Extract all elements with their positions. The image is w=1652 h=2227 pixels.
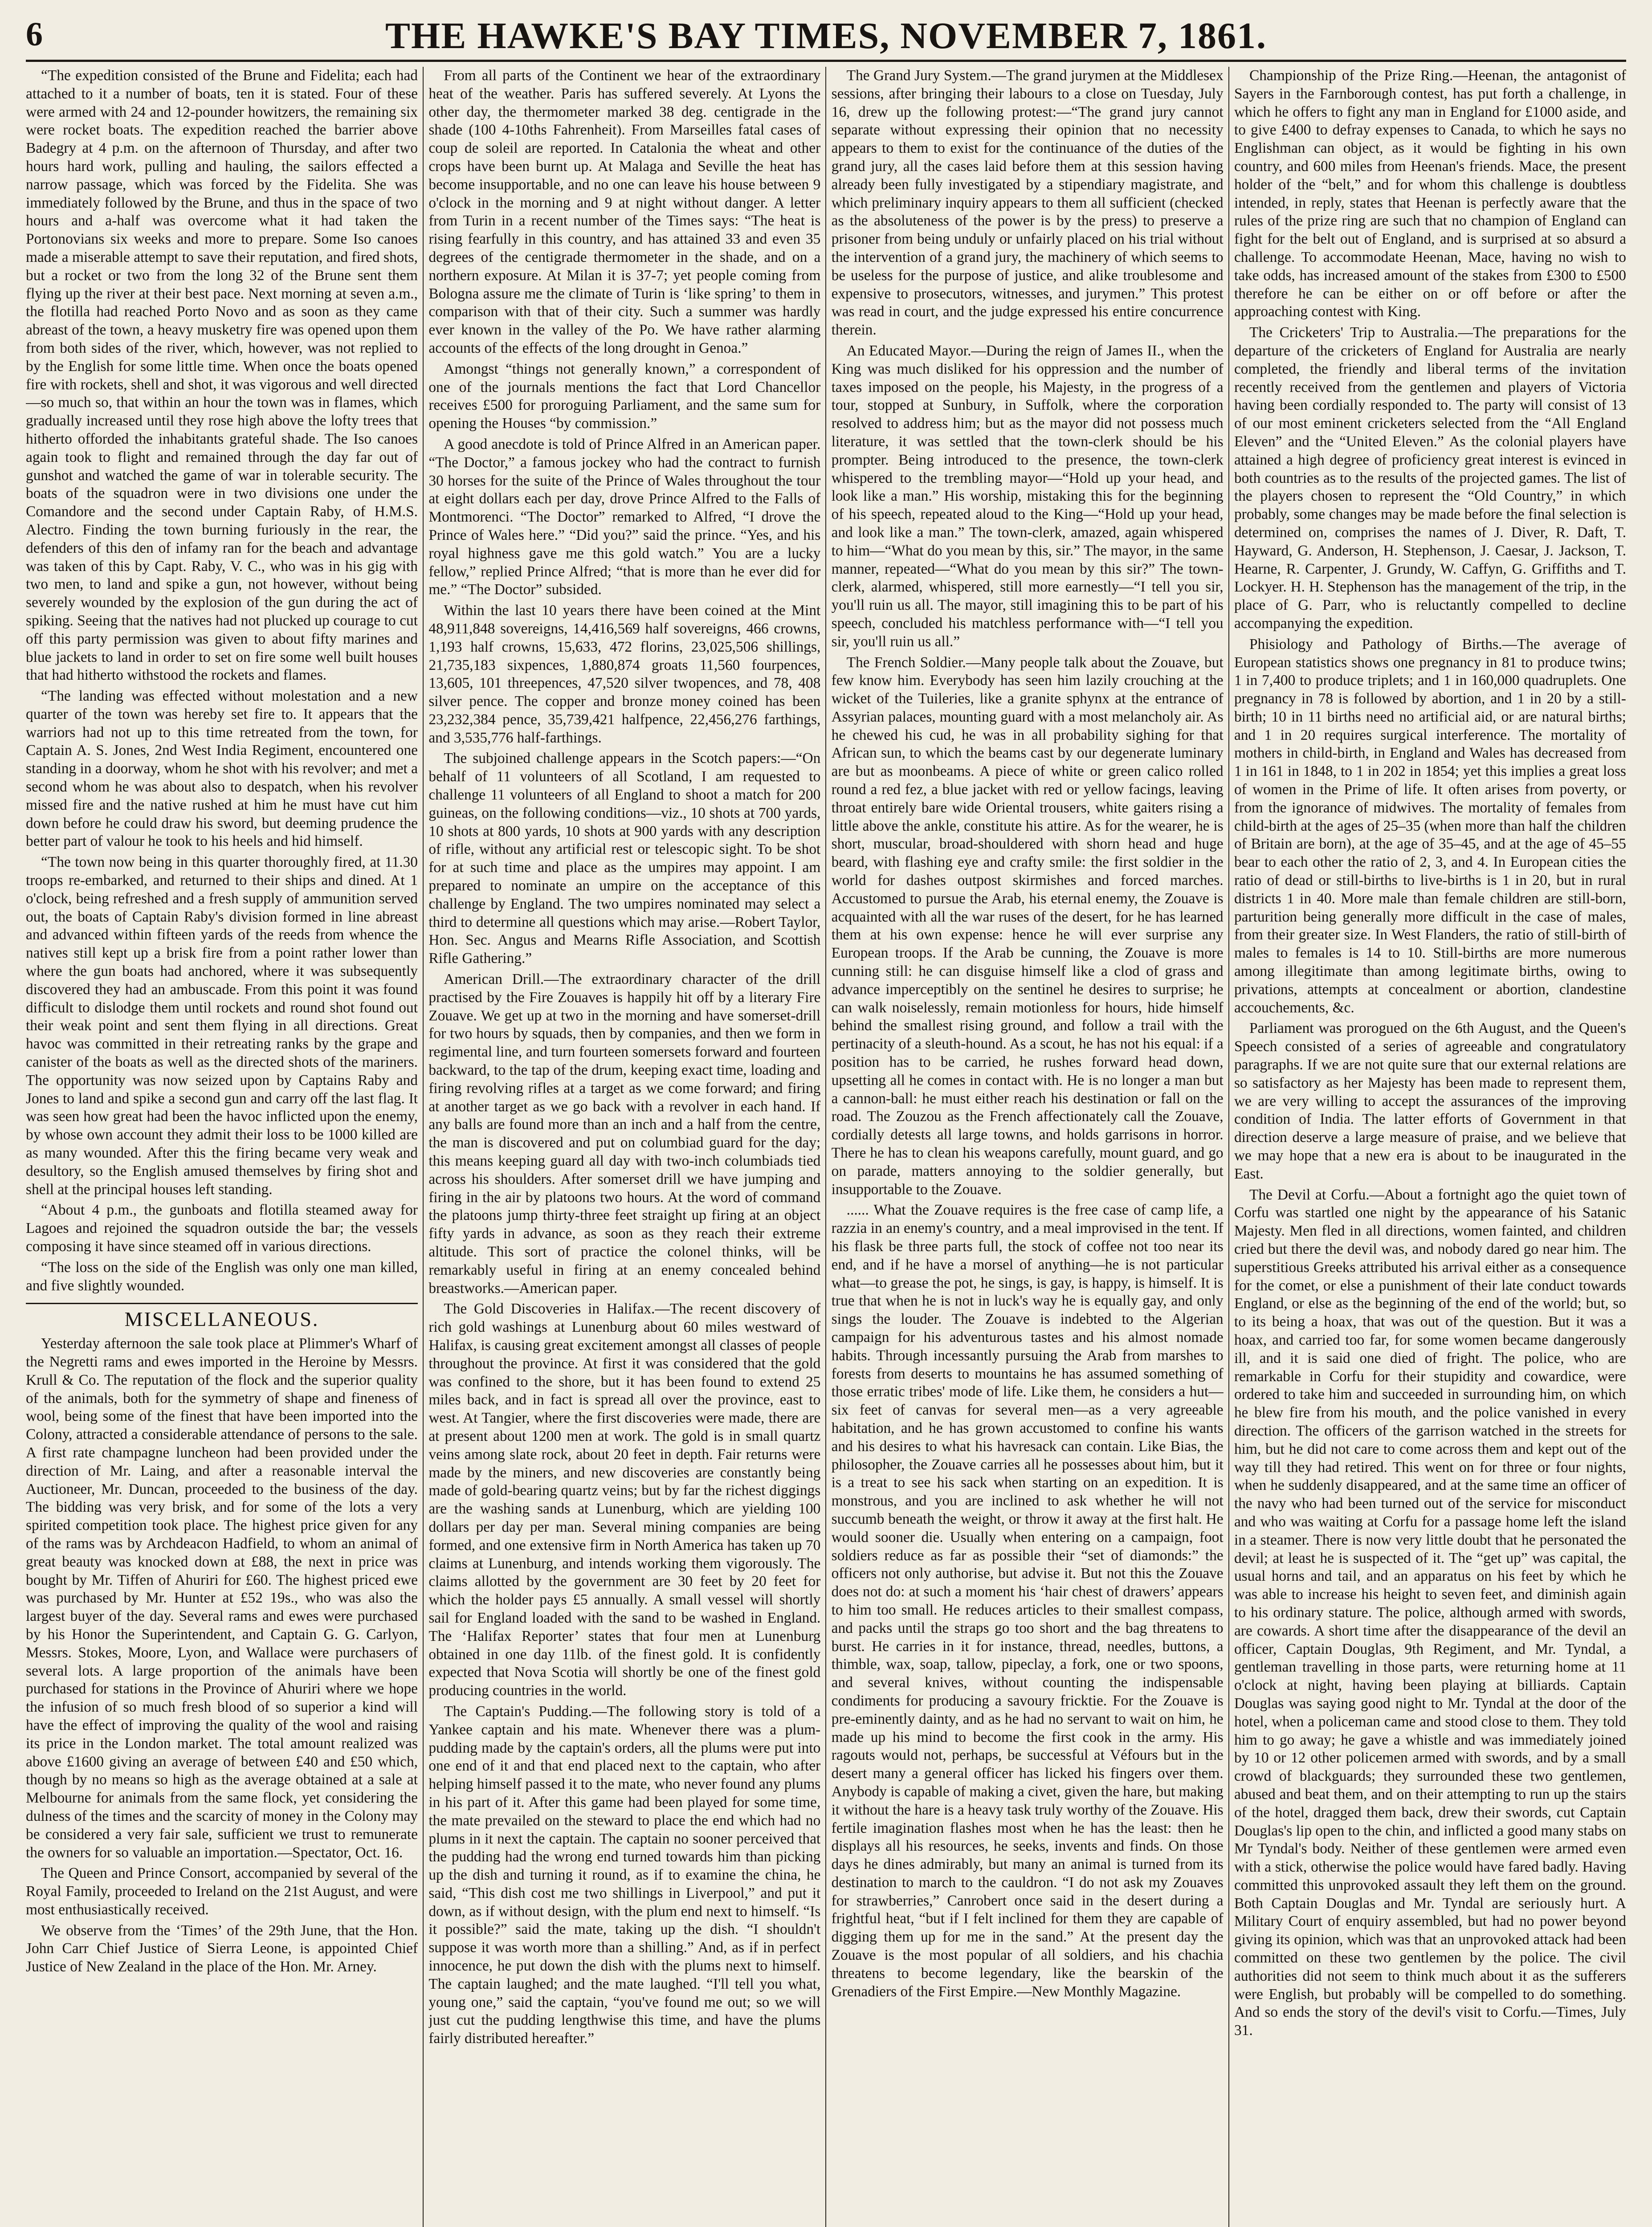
article-paragraph: American Drill.—The extraordinary character of the drill practised by the Fire Zouaves is happily hit off by a literary Fire Zouave. We get up at two in the morning and have somerset-drill for two hours by squads, then by companies, and then we form in regimental line, and turn fourteen somersets forward and fourteen backward, to the tap of the drum, keeping exact time, loading and firing revolving rifles at a target as we come forward; and firing at another target as we go back with a revolver in each hand. If any balls are found more than an inch and a half from the centre, the man is discovered and put on columbiad guard for the day; this means keeping guard all day with two-inch columbiads tied across his shoulders. After somerset drill we have jumping and firing in the air by platoons two hours. At the word of command the platoons jump thirty-three feet straight up firing at an object fifty yards in advance, as soon as they reach their extreme altitude. This sort of practice the colonel thinks, will be remarkably useful in firing at an enemy concealed behind breastworks.—American paper.	[428, 971, 821, 1297]
article-paragraph: Yesterday afternoon the sale took place at Plimmer's Wharf of the Negretti rams and ewes imported in the Heroine by Messrs. Krull & Co. The reputation of the flock and the superior quality of the animals, both for the symmetry of shape and fineness of wool, being some of the finest that have been imported into the Colony, attracted a considerable attendance of persons to the sale. A first rate champagne luncheon had been provided under the direction of Mr. Laing, and after a reasonable interval the Auctioneer, Mr. Duncan, proceeded to the business of the day. The bidding was very brisk, and for some of the lots a very spirited competition took place. The highest price given for any of the rams was by Archdeacon Hadfield, to whom an animal of great beauty was knocked down at £88, the next in price was bought by Mr. Tiffen of Ahuriri for £60. The highest priced ewe was purchased by Mr. Hunter at £52 19s., who was also the largest buyer of the day. Several rams and ewes were purchased by his Honor the Superintendent, and Captain G. G. Carlyon, Messrs. Stokes, Moore, Lyon, and Wallace were purchasers of several lots. A large proportion of the animals have been purchased for stations in the Province of Ahuriri where we hope the infusion of so much fresh blood of so superior a kind will have the effect of improving the quality of the wool and raising its price in the London market. The total amount realized was above £1600 giving an average of between £40 and £50 which, though by no means so high as the average obtained at a sale at Melbourne for animals from the same flock, yet considering the dulness of the times and the scarcity of money in the Colony may be considered a very fair sale, sufficient we trust to remunerate the owners for so valuable an importation.—Spectator, Oct. 16.	[26, 1335, 418, 1861]
article-paragraph: “About 4 p.m., the gunboats and flotilla steamed away for Lagoes and rejoined the squadron outside the bar; the vessels composing it have since steamed off in various directions.	[26, 1202, 418, 1255]
article-paragraph: The Grand Jury System.—The grand jurymen at the Middlesex sessions, after bringing their labours to a close on Tuesday, July 16, drew up the following protest:—“The grand jury cannot separate without expressing their opinion that no necessity appears to them to exist for the continuance of the duties of the grand jury, all the cases laid before them at this session having already been fully investigated by a stipendiary magistrate, and which preliminary inquiry appears to them all sufficient (checked as the absoluteness of the power is by the press) to preserve a prisoner from being unduly or unfairly placed on his trial without the intervention of a grand jury, the machinery of which seems to be useless for the purpose of justice, and alike troublesome and expensive to prosecutors, witnesses, and jurymen.” This protest was read in court, and the judge expressed his entire concurrence therein.	[831, 67, 1224, 339]
article-paragraph: The Queen and Prince Consort, accompanied by several of the Royal Family, proceeded to Ireland on the 21st August, and were most enthusiastically received.	[26, 1865, 418, 1918]
article-paragraph: The French Soldier.—Many people talk about the Zouave, but few know him. Everybody has seen him lazily crouching at the wicket of the Tuileries, like a granite sphynx at the entrance of Assyrian palaces, mounting guard with a most melancholy air. As he chewed his cud, he was in all probability sighing for that African sun, to which the beams cast by our degenerate luminary are but as moonbeams. A piece of white or green calico rolled round a red fez, a blue jacket with red or yellow facings, leaving throat entirely bare wide Oriental trousers, white gaiters rising a little above the ankle, constitute his attire. As for the wearer, he is short, muscular, broad-shouldered with shorn head and huge beard, with flashing eye and crafty smile: the first soldier in the world for dashes outpost skirmishes and forced marches. Accustomed to pursue the Arab, his eternal enemy, the Zouave is acquainted with all the war ruses of the desert, for he has learned them at his own expense: hence he will ever surprise any European troops. If the Arab be cunning, the Zouave is more cunning still: he can disguise himself like a clod of grass and advance imperceptibly on the sentinel he desires to surprise; he can walk noiselessly, remain motionless for hours, hide himself behind the smallest rising ground, and follow a trail with the pertinacity of a sleuth-hound. As a scout, he has not his equal: if a position has to be carried, he rushes forward head down, upsetting all he comes in contact with. He is no longer a man but a cannon-ball: he must either reach his destination or fall on the road. The Zouzou as the French affectionately call the Zouave, cordially detests all large towns, and holds garrisons in horror. There he has to clean his weapons carefully, mount guard, and go on parade, matters annoying to the soldier generally, but insupportable to the Zouave.	[831, 654, 1224, 1198]
page-number: 6	[26, 16, 43, 53]
article-paragraph: ...... What the Zouave requires is the free case of camp life, a razzia in an enemy's country, and a meal improvised in the tent. If his flask be three parts full, the stock of coffee not too near its end, and if he have a morsel of anything—he is not particular what—to grease the pot, he sings, is gay, is happy, is himself. It is true that when he is not in luck's way he is equally gay, and only sings the louder. The Zouave is indebted to the Algerian campaign for his adventurous tastes and his almost nomade habits. Through incessantly pursuing the Arab from marshes to forests from deserts to mountains he has assumed something of those erratic tribes' mode of life. Like them, he considers a hut—six feet of canvas for several men—as a very agreeable habitation, and he has grown accustomed to confine his wants and his desires to what his havresack can contain. Like Bias, the philosopher, the Zouave carries all he possesses about him, but it is a treat to see his sack when starting on an expedition. It is monstrous, and you are inclined to ask whether he will not succumb beneath the weight, or throw it away at the first halt. He would sooner die. Usually when entering on a campaign, foot soldiers reduce as far as possible their “set of diamonds:” the officers not only authorise, but advise it. But not this the Zouave does not do: at such a moment his ‘hair chest of drawers’ appears to him too small. He reduces articles to their smallest compass, and packs until the straps go too short and the bag threatens to burst. He carries in it for instance, thread, needles, buttons, a thimble, wax, soap, tallow, pipeclay, a fork, one or two spoons, and several knives, without counting the indispensable condiments for producing a savoury fricktie. For the Zouave is pre-eminently dainty, and as he had no servant to wait on him, he made up his mind to become the first cook in the army. His ragouts would not, perhaps, be successful at Véfours but in the desert many a general officer has licked his fingers over them. Anybody is capable of making a civet, given the hare, but making it without the hare is a heavy task truly worthy of the Zouave. His fertile imagination flashes most when he has the least: then he displays all his resources, he seeks, invents and finds. On those days he dines admirably, but many an animal is turned from its destination to march to the cauldron. “I do not ask my Zouaves for strawberries,” Canrobert once said in the desert during a frightful heat, “but if I felt inclined for them they are capable of digging them up for me in the sand.” At the present day the Zouave is the most popular of all soldiers, and his chachia threatens to become legendary, like the bearskin of the Grenadiers of the First Empire.—New Monthly Magazine.	[831, 1202, 1224, 2000]
article-paragraph: “The landing was effected without molestation and a new quarter of the town was hereby set fire to. It appears that the warriors had not up to this time retreated from the town, for Captain A. S. Jones, 2nd West India Regiment, encountered one standing in a doorway, whom he shot with his revolver; and met a second whom he was about also to despatch, when his revolver missed fire and the native rushed at him he must have cut him down before he could draw his sword, but deeming prudence the better part of valour he took to his heels and hid himself.	[26, 688, 418, 850]
article-paragraph: Within the last 10 years there have been coined at the Mint 48,911,848 sovereigns, 14,416,569 half sovereigns, 466 crowns, 1,193 half crowns, 15,633, 472 florins, 23,025,506 shillings, 21,735,183 sixpences, 1,880,874 groats 11,560 fourpences, 13,605, 101 threepences, 47,520 silver twopences, and 78, 408 silver pence. The copper and bronze money coined has been 23,232,384 pence, 35,739,421 halfpence, 22,456,276 farthings, and 3,535,776 half-farthings.	[428, 602, 821, 746]
article-paragraph: A good anecdote is told of Prince Alfred in an American paper. “The Doctor,” a famous jockey who had the contract to furnish 30 horses for the suite of the Prince of Wales throughout the tour at eight dollars each per day, drove Prince Alfred to the Falls of Montmorenci. “The Doctor” remarked to Alfred, “I drove the Prince of Wales here.” “Did you?” said the prince. “Yes, and his royal highness gave me this gold watch.” You are a lucky fellow,” replied Prince Alfred; “that is more than he ever did for me.” “The Doctor” subsided.	[428, 436, 821, 598]
section-heading: MISCELLANEOUS.	[26, 1303, 418, 1329]
article-paragraph: Phisiology and Pathology of Births.—The average of European statistics shows one pregnancy in 81 to produce twins; 1 in 7,400 to produce triplets; and 1 in 160,000 quadruplets. One pregnancy in 78 is followed by abortion, and 1 in 20 by a still-birth; 10 in 11 births need no artificial aid, or are natural births; and 1 in 20 requires surgical interference. The mortality of mothers in child-birth, in England and Wales has decreased from 1 in 161 in 1848, to 1 in 202 in 1854; yet this implies a great loss of women in the Prime of life. It often arises from poverty, or from the ignorance of midwives. The mortality of females from child-birth at the ages of 25–35 (when more than half the children of Britain are born), at the age of 35–45, and at the age of 45–55 bear to each other the ratio of 2, 3, and 4. In European cities the ratio of dead or still-births to live-births is 1 in 20, but in rural districts 1 in 40. More male than female children are still-born, parturition being generally more difficult in the case of males, from their greater size. In West Flanders, the ratio of still-birth of males to females is 14 to 10. Still-births are more numerous among illegitimate than among legitimate births, owing to privations, attempts at concealment or abortion, clandestine accouchements, &c.	[1234, 636, 1626, 1016]
article-paragraph: “The loss on the side of the English was only one man killed, and five slightly wounded.	[26, 1259, 418, 1294]
column-1	[26, 67, 418, 2227]
article-paragraph: “The expedition consisted of the Brune and Fidelita; each had attached to it a number of boats, ten it is stated. Four of these were armed with 24 and 12-pounder howitzers, the remaining six were rocket boats. The expedition reached the barrier above Badegry at 4 p.m. on the afternoon of Thursday, and after two hours hard work, pulling and hauling, the sailors effected a narrow passage, which was forced by the Fidelita. She was immediately followed by the Brune, and thus in the space of two hours and a-half was overcome what it had taken the Portonovians six weeks and more to prepare. Some Iso canoes made a miserable attempt to save their reputation, and fired shots, but a rocket or two from the long 32 of the Brune sent them flying up the river at their best pace. Next morning at seven a.m., the flotilla had reached Porto Novo and as soon as they came abreast of the town, a heavy musketry fire was opened upon them from both sides of the river, which, however, was not replied to by the English for some little time. When once the boats opened fire with rockets, shell and shot, it was vigorous and well directed—so much so, that within an hour the town was in flames, which gradually increased until they rose high above the lofty trees that hitherto offorded the inhabitants grateful shade. The Iso canoes again took to flight and remained through the day far out of gunshot and watched the game of war in tolerable security. The boats of the squadron were in two divisions one under the Comandore and the second under Captain Raby, of H.M.S. Alectro. Finding the town burning furiously in the rear, the defenders of this den of infamy ran for the beach and advantage was taken of this by Capt. Raby, V. C., who was in his gig with two men, to land and spike a gun, not however, without being severely wounded by the explosion of the gun during the act of spiking. Seeing that the natives had not plucked up courage to cut off this party permission was given to about fifty marines and blue jackets to land in order to set on fire some well built houses that had hitherto withstood the rockets and flames.	[26, 67, 418, 684]
article-paragraph: Parliament was prorogued on the 6th August, and the Queen's Speech consisted of a series of agreeable and congratulatory paragraphs. If we are not quite sure that our external relations are so satisfactory as her Majesty has been made to represent them, we are very willing to accept the assurances of the improving condition of India. The latter efforts of Government in that direction deserve a large measure of praise, and we believe that we may hope that a new era is about to be inaugurated in the East.	[1234, 1020, 1626, 1182]
article-paragraph: The Gold Discoveries in Halifax.—The recent discovery of rich gold washings at Lunenburg about 60 miles westward of Halifax, is causing great excitement amongst all classes of people throughout the province. At first it was considered that the gold was confined to the shore, but it has been found to extend 25 miles back, and in fact is spread all over the province, east to west. At Tangier, where the first discoveries were made, there are at present about 1200 men at work. The gold is in small quartz veins among slate rock, about 20 feet in depth. Fair returns were made by the miners, and new discoveries are constantly being made of gold-bearing quartz veins; but by far the richest diggings are the washing sands at Lunenburg, which are yielding 100 dollars per day per man. Several mining companies are being formed, and one extensive firm in North America has taken up 70 claims at Lunenburg, and intends working them vigorously. The claims allotted by the government are 30 feet by 20 feet for which the holder pays £5 annually. A small vessel will shortly sail for England loaded with the sand to be washed in England. The ‘Halifax Reporter’ states that four men at Lunenburg obtained in one day 11lb. of the finest gold. It is confidently expected that Nova Scotia will shortly be one of the finest gold producing countries in the world.	[428, 1301, 821, 1699]
masthead	[26, 13, 1626, 62]
article-paragraph: The subjoined challenge appears in the Scotch papers:—“On behalf of 11 volunteers of all Scotland, I am requested to challenge 11 volunteers of all England to shoot a match for 200 guineas, on the following conditions—viz., 10 shots at 700 yards, 10 shots at 800 yards, 10 shots at 900 yards with any description of rifle, without any artificial rest or telescopic sight. To be shot for at such time and place as the umpires may appoint. I am prepared to nominate an umpire on the acceptance of this challenge by England. The two umpires nominated may select a third to determine all questions which may arise.—Robert Taylor, Hon. Sec. Angus and Mearns Rifle Association, and Scottish Rifle Gathering.”	[428, 750, 821, 967]
column-rule	[825, 67, 826, 2227]
article-paragraph: Championship of the Prize Ring.—Heenan, the antagonist of Sayers in the Farnborough contest, has put forth a challenge, in which he offers to fight any man in England for £1000 aside, and to give £400 to defray expenses to Canada, to which he says no Englishman can object, as it would be fighting in his own country, and 600 miles from Heenan's friends. Mace, the present holder of the “belt,” and for whom this challenge is doubtless intended, in reply, states that Heenan is perfectly aware that the rules of the prize ring are such that no champion of England can fight for the belt out of England, and is surprised at so absurd a challenge. To accommodate Heenan, Mace, having no wish to take odds, has increased amount of the stakes from £300 to £500 therefore he can be either on or off before or after the approaching contest with King.	[1234, 67, 1626, 320]
column-4	[1234, 67, 1626, 2227]
paper-title: THE HAWKE'S BAY TIMES, NOVEMBER 7, 1861.	[385, 15, 1267, 57]
column-rule	[1228, 67, 1229, 2227]
article-paragraph: The Devil at Corfu.—About a fortnight ago the quiet town of Corfu was startled one night by the appearance of his Satanic Majesty. Men fled in all directions, women fainted, and children cried but there the devil was, and nobody dared go near him. The superstitious Greeks attributed his arrival either as a consequence for the comet, or else a punishment of their late conduct towards England, or else as the beginning of the end of the world; but, so to its being a hoax, that was out of the question. But it was a hoax, and carried too far, for some women became dangerously ill, and it is said one died of fright. The police, who are remarkable in Corfu for their stupidity and cowardice, were ordered to take him and succeeded in surrounding him, on which he blew fire from his mouth, and the police vanished in every direction. The officers of the garrison watched in the streets for him, but he did not care to come across them and kept out of the way till they had retired. This went on for three or four nights, when he suddenly disappeared, and at the same time an officer of the navy who had been turned out of the service for misconduct and who was waiting at Corfu for a passage home left the island in a steamer. There is now very little doubt that he personated the devil; at least he is suspected of it. The “get up” was capital, the usual horns and tail, and an apparatus on his feet by which he was able to increase his height to seven feet, and diminish again to his ordinary stature. The police, although armed with swords, are cowards. A short time after the disappearance of the devil an officer, Captain Douglas, 9th Regiment, and Mr. Tyndal, a gentleman travelling in those parts, were returning home at 11 o'clock at night, having been playing at billiards. Captain Douglas was saying good night to Mr. Tyndal at the door of the hotel, when a policeman came and stood close to them. They told him to go away; he gave a whistle and was immediately joined by 10 or 12 other policemen armed with swords, and by a small crowd of blackguards; they surrounded these two gentlemen, abused and beat them, and on their attempting to run up the stairs of the hotel, dragged them back, drew their swords, cut Captain Douglas's lip open to the chin, and inflicted a good many stabs on Mr Tyndal's body. Neither of these gentlemen were armed even with a stick, otherwise the police would have fared badly. Having committed this unprovoked assault they left them on the ground. Both Captain Douglas and Mr. Tyndal are seriously hurt. A Military Court of enquiry assembled, but had no power beyond giving its opinion, which was that an unprovoked attack had been committed on these two gentlemen by the police. The civil authorities did not seem to think much about it as the sufferers were English, but probably will be compelled to do something. And so ends the story of the devil's visit to Corfu.—Times, July 31.	[1234, 1186, 1626, 2039]
article-paragraph: The Cricketers' Trip to Australia.—The preparations for the departure of the cricketers of England for Australia are nearly completed, the friendly and liberal terms of the invitation recently received from the gentlemen and players of Victoria having been cordially responded to. The party will consist of 13 of our most eminent cricketers selected from the “All England Eleven” and the “United Eleven.” As the colonial players have attained a high degree of proficiency great interest is evinced in both countries as to the results of the projected games. The list of the players chosen to represent the “Old Country,” in which probably, some changes may be made before the final selection is determined on, comprises the names of J. Diver, R. Daft, T. Hayward, G. Anderson, H. Stephenson, J. Caesar, J. Jackson, T. Hearne, R. Carpenter, J. Grundy, W. Caffyn, G. Griffiths and T. Lockyer. H. H. Stephenson has the management of the trip, in the place of G. Parr, who is reluctantly compelled to decline accompanying the expedition.	[1234, 324, 1626, 632]
article-paragraph: From all parts of the Continent we hear of the extraordinary heat of the weather. Paris has suffered severely. At Lyons the other day, the thermometer marked 38 deg. centigrade in the shade (100 4-10ths Fahrenheit). From Marseilles fatal cases of coup de soleil are reported. In Catalonia the wheat and other crops have been burnt up. At Malaga and Seville the heat has become insupportable, and no one can leave his house between 9 o'clock in the morning and 9 at night without danger. A letter from Turin in a recent number of the Times says: “The heat is rising fearfully in this country, and has attained 33 and even 35 degrees of the centigrade thermometer in the shade, and on a northern exposure. At Milan it is 37-7; yet people coming from Bologna assure me the climate of Turin is ‘like spring’ to them in comparison with that of their city. Such a summer was hardly ever known in the valley of the Po. We have rather alarming accounts of the effects of the long drought in Genoa.”	[428, 67, 821, 356]
article-paragraph: “The town now being in this quarter thoroughly fired, at 11.30 troops re-embarked, and returned to their ships and dined. At 1 o'clock, being refreshed and a fresh supply of ammunition served out, the boats of Captain Raby's division formed in line abreast and advanced within fifteen yards of the reeds from whence the natives still kept up a brisk fire from a point rather lower than where the gun boats had anchored, where it was subsequently discovered they had an ambuscade. From this point it was found difficult to dislodge them until rockets and round shot found out their weak point and sent them flying in all directions. Great havoc was committed in their retreating ranks by the grape and canister of the boats as well as the directed shots of the mariners. The opportunity was now seized upon by Captains Raby and Jones to land and spike a second gun and carry off the last flag. It was seen how great had been the havoc inflicted upon the enemy, by whose own account they admit their loss to be 1000 killed are as many wounded. After this the firing became very weak and desultory, so the English amused themselves by firing shot and shell at the principal houses left standing.	[26, 854, 418, 1198]
article-columns	[26, 67, 1626, 2227]
article-paragraph: An Educated Mayor.—During the reign of James II., when the King was much disliked for his oppression and the number of taxes imposed on the people, his Majesty, in the progress of a tour, stopped at Sunbury, in Suffolk, where the corporation resolved to address him; but as the mayor did not possess much literature, it was settled that the town-clerk should be his prompter. Being introduced to the presence, the town-clerk whispered to the trembling mayor—“Hold up your head, and look like a man.” His worship, mistaking this for the beginning of his speech, repeated aloud to the King—“Hold up your head, and look like a man.” The town-clerk, amazed, again whispered to him—“What do you mean by this, sir.” The mayor, in the same manner, repeated—“What do you mean by this sir?” The town-clerk, alarmed, whispered, still more earnestly—“I tell you sir, you'll ruin us all. The mayor, still imagining this to be part of his speech, concluded his matchless performance with—“I tell you sir, you'll ruin us all.”	[831, 342, 1224, 650]
column-2	[428, 67, 820, 2227]
article-paragraph: Amongst “things not generally known,” a correspondent of one of the journals mentions the fact that Lord Chancellor receives £500 for proroguing Parliament, and the same sum for opening the Houses “by commission.”	[428, 360, 821, 432]
article-paragraph: We observe from the ‘Times’ of the 29th June, that the Hon. John Carr Chief Justice of Sierra Leone, is appointed Chief Justice of New Zealand in the place of the Hon. Mr. Arney.	[26, 1922, 418, 1975]
article-paragraph: The Captain's Pudding.—The following story is told of a Yankee captain and his mate. Whenever there was a plum-pudding made by the captain's orders, all the plums were put into one end of it and that end placed next to the captain, who after helping himself passed it to the mate, who never found any plums in his part of it. After this game had been played for some time, the mate prevailed on the steward to place the end which had no plums in it next the captain. The captain no sooner perceived that the pudding had the wrong end turned towards him than picking up the dish and turning it round, as if to examine the china, he said, “This dish cost me two shillings in Liverpool,” and put it down, as if without design, with the plum end next to himself. “Is it possible?” said the mate, taking up the dish. “I shouldn't suppose it was worth more than a shilling.” And, as if in perfect innocence, he put down the dish with the plums next to himself. The captain laughed; and the mate laughed. “I'll tell you what, young one,” said the captain, “you've found me out; so we will just cut the pudding lengthwise this time, and have the plums fairly distributed hereafter.”	[428, 1703, 821, 2047]
column-rule	[423, 67, 424, 2227]
column-3	[832, 67, 1224, 2227]
